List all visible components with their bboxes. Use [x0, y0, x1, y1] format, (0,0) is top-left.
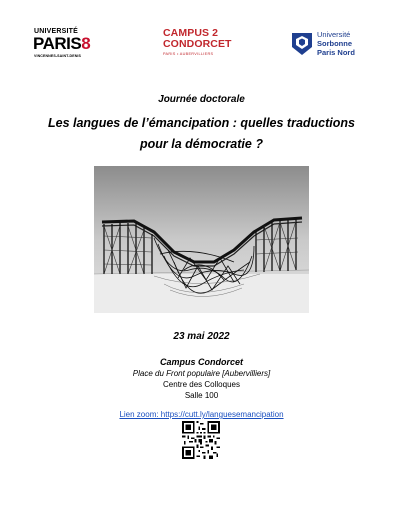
- venue-name: Campus Condorcet: [159, 357, 243, 367]
- zoom-link[interactable]: Lien zoom: https://cutt.ly/languesemancipation: [119, 410, 284, 419]
- paris8-logo: [33, 28, 101, 62]
- sorbonne-line3: Paris Nord: [317, 47, 355, 57]
- event-date: 23 mai 2022: [173, 331, 230, 342]
- logo-row: [0, 26, 403, 66]
- paris8-eight-text: 8: [81, 34, 91, 53]
- sorbonne-line1: Université: [317, 30, 351, 39]
- event-type: Journée doctorale: [158, 94, 245, 105]
- paris8-name: [33, 35, 90, 52]
- paris8-subtitle: VINCENNES-SAINT-DENIS: [34, 54, 82, 58]
- condorcet-line1: CAMPUS 2: [163, 27, 219, 39]
- paris8-universite-text: UNIVERSITÉ: [34, 28, 79, 35]
- sorbonne-line2: Sorbonne: [317, 38, 352, 48]
- event-title: [0, 113, 403, 155]
- condorcet-subtitle: PARIS • AUBERVILLIERS: [163, 52, 214, 56]
- event-title-line2: pour la démocratie ?: [140, 137, 263, 151]
- sorbonne-badge-icon: [290, 31, 314, 57]
- condorcet-line2: CONDORCET: [163, 38, 232, 50]
- sorbonne-wordmark: [317, 31, 355, 57]
- venue-building: Centre des Colloques: [163, 380, 240, 389]
- sculpture-photo: [94, 166, 309, 313]
- paris8-paris-text: PARIS: [33, 34, 82, 53]
- sorbonne-paris-nord-logo: [290, 28, 370, 62]
- qr-code-icon[interactable]: [182, 421, 220, 459]
- event-title-line1: Les langues de l’émancipation : quelles traductions: [47, 116, 355, 130]
- venue-room: Salle 100: [184, 391, 219, 400]
- venue-block: [0, 356, 403, 401]
- venue-address: Place du Front populaire [Aubervilliers]: [132, 369, 271, 378]
- campus-condorcet-logo: [163, 28, 243, 64]
- title-block: [0, 93, 403, 155]
- sculpture-image: [94, 166, 309, 313]
